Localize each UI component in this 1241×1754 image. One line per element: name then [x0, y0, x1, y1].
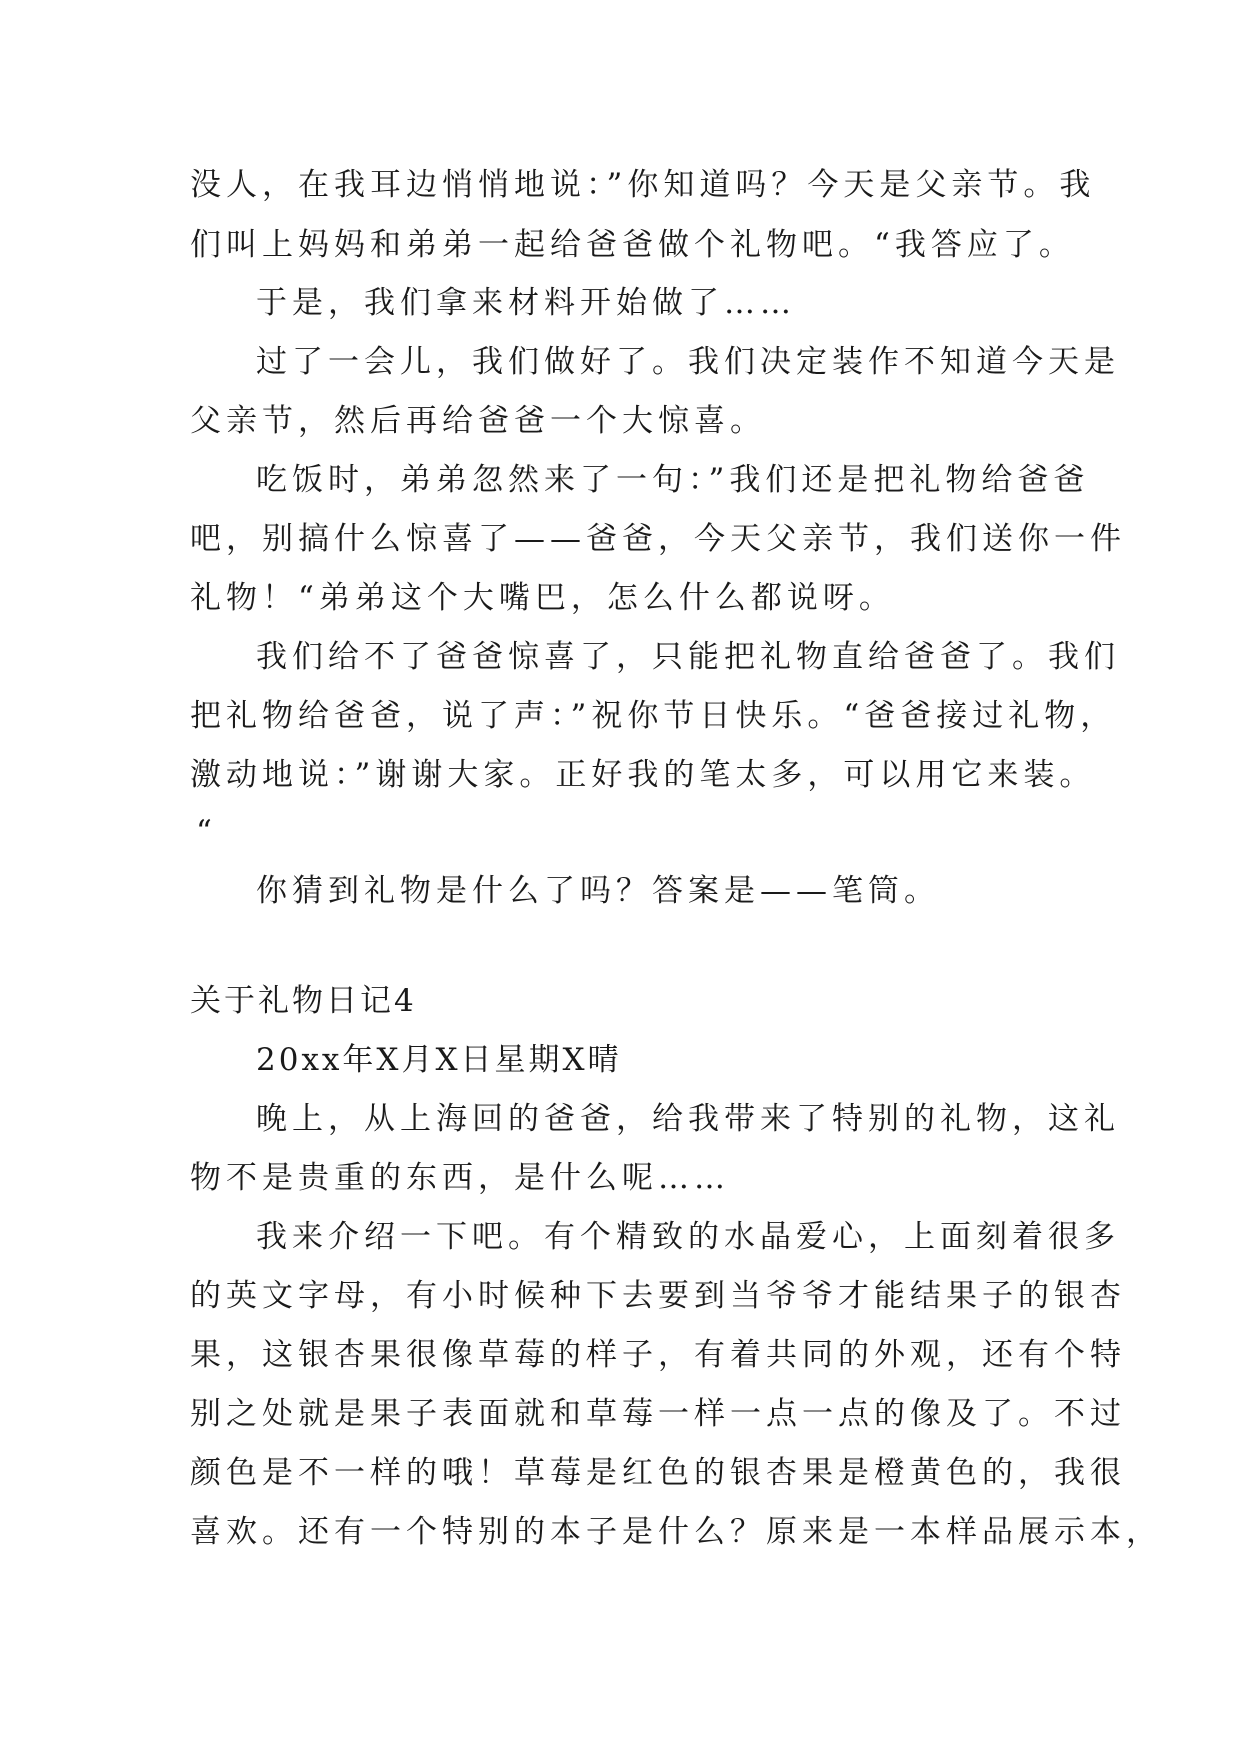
paragraph-line: 物不是贵重的东西，是什么呢……	[190, 1160, 730, 1196]
paragraph-line: 父亲节，然后再给爸爸一个大惊喜。	[190, 403, 766, 439]
date-line: 20xx年X月X日星期X晴	[256, 1042, 622, 1078]
paragraph-line: 我来介绍一下吧。有个精致的水晶爱心，上面刻着很多	[256, 1219, 1120, 1255]
paragraph-line: 晚上，从上海回的爸爸，给我带来了特别的礼物，这礼	[256, 1101, 1120, 1137]
paragraph-line: 激动地说：”谢谢大家。正好我的笔太多，可以用它来装。	[190, 757, 1096, 793]
paragraph-line: 颜色是不一样的哦！草莓是红色的银杏果是橙黄色的，我很	[190, 1455, 1126, 1491]
paragraph-line: 吧，别搞什么惊喜了——爸爸，今天父亲节，我们送你一件	[190, 521, 1126, 557]
paragraph-line: 我们给不了爸爸惊喜了，只能把礼物直给爸爸了。我们	[256, 639, 1120, 675]
paragraph-line: 喜欢。还有一个特别的本子是什么？原来是一本样品展示本，	[190, 1514, 1162, 1550]
paragraph-line: 于是，我们拿来材料开始做了……	[256, 285, 796, 321]
paragraph-line: 过了一会儿，我们做好了。我们决定装作不知道今天是	[256, 344, 1120, 380]
paragraph-line: 没人，在我耳边悄悄地说：”你知道吗？今天是父亲节。我	[190, 167, 1096, 203]
paragraph-line: 把礼物给爸爸，说了声：”祝你节日快乐。“爸爸接过礼物，	[190, 698, 1117, 734]
paragraph-line: “	[196, 814, 217, 850]
paragraph-line: 你猜到礼物是什么了吗？答案是——笔筒。	[256, 873, 940, 909]
paragraph-line: 礼物！“弟弟这个大嘴巴，怎么什么都说呀。	[190, 580, 895, 616]
paragraph-line: 果，这银杏果很像草莓的样子，有着共同的外观，还有个特	[190, 1337, 1126, 1373]
paragraph-line: 吃饭时，弟弟忽然来了一句：”我们还是把礼物给爸爸	[256, 462, 1090, 498]
paragraph-line: 别之处就是果子表面就和草莓一样一点一点的像及了。不过	[190, 1396, 1126, 1432]
section-heading: 关于礼物日记4	[190, 983, 417, 1019]
paragraph-line: 的英文字母，有小时候种下去要到当爷爷才能结果子的银杏	[190, 1278, 1126, 1314]
paragraph-line: 们叫上妈妈和弟弟一起给爸爸做个礼物吧。“我答应了。	[190, 227, 1075, 263]
